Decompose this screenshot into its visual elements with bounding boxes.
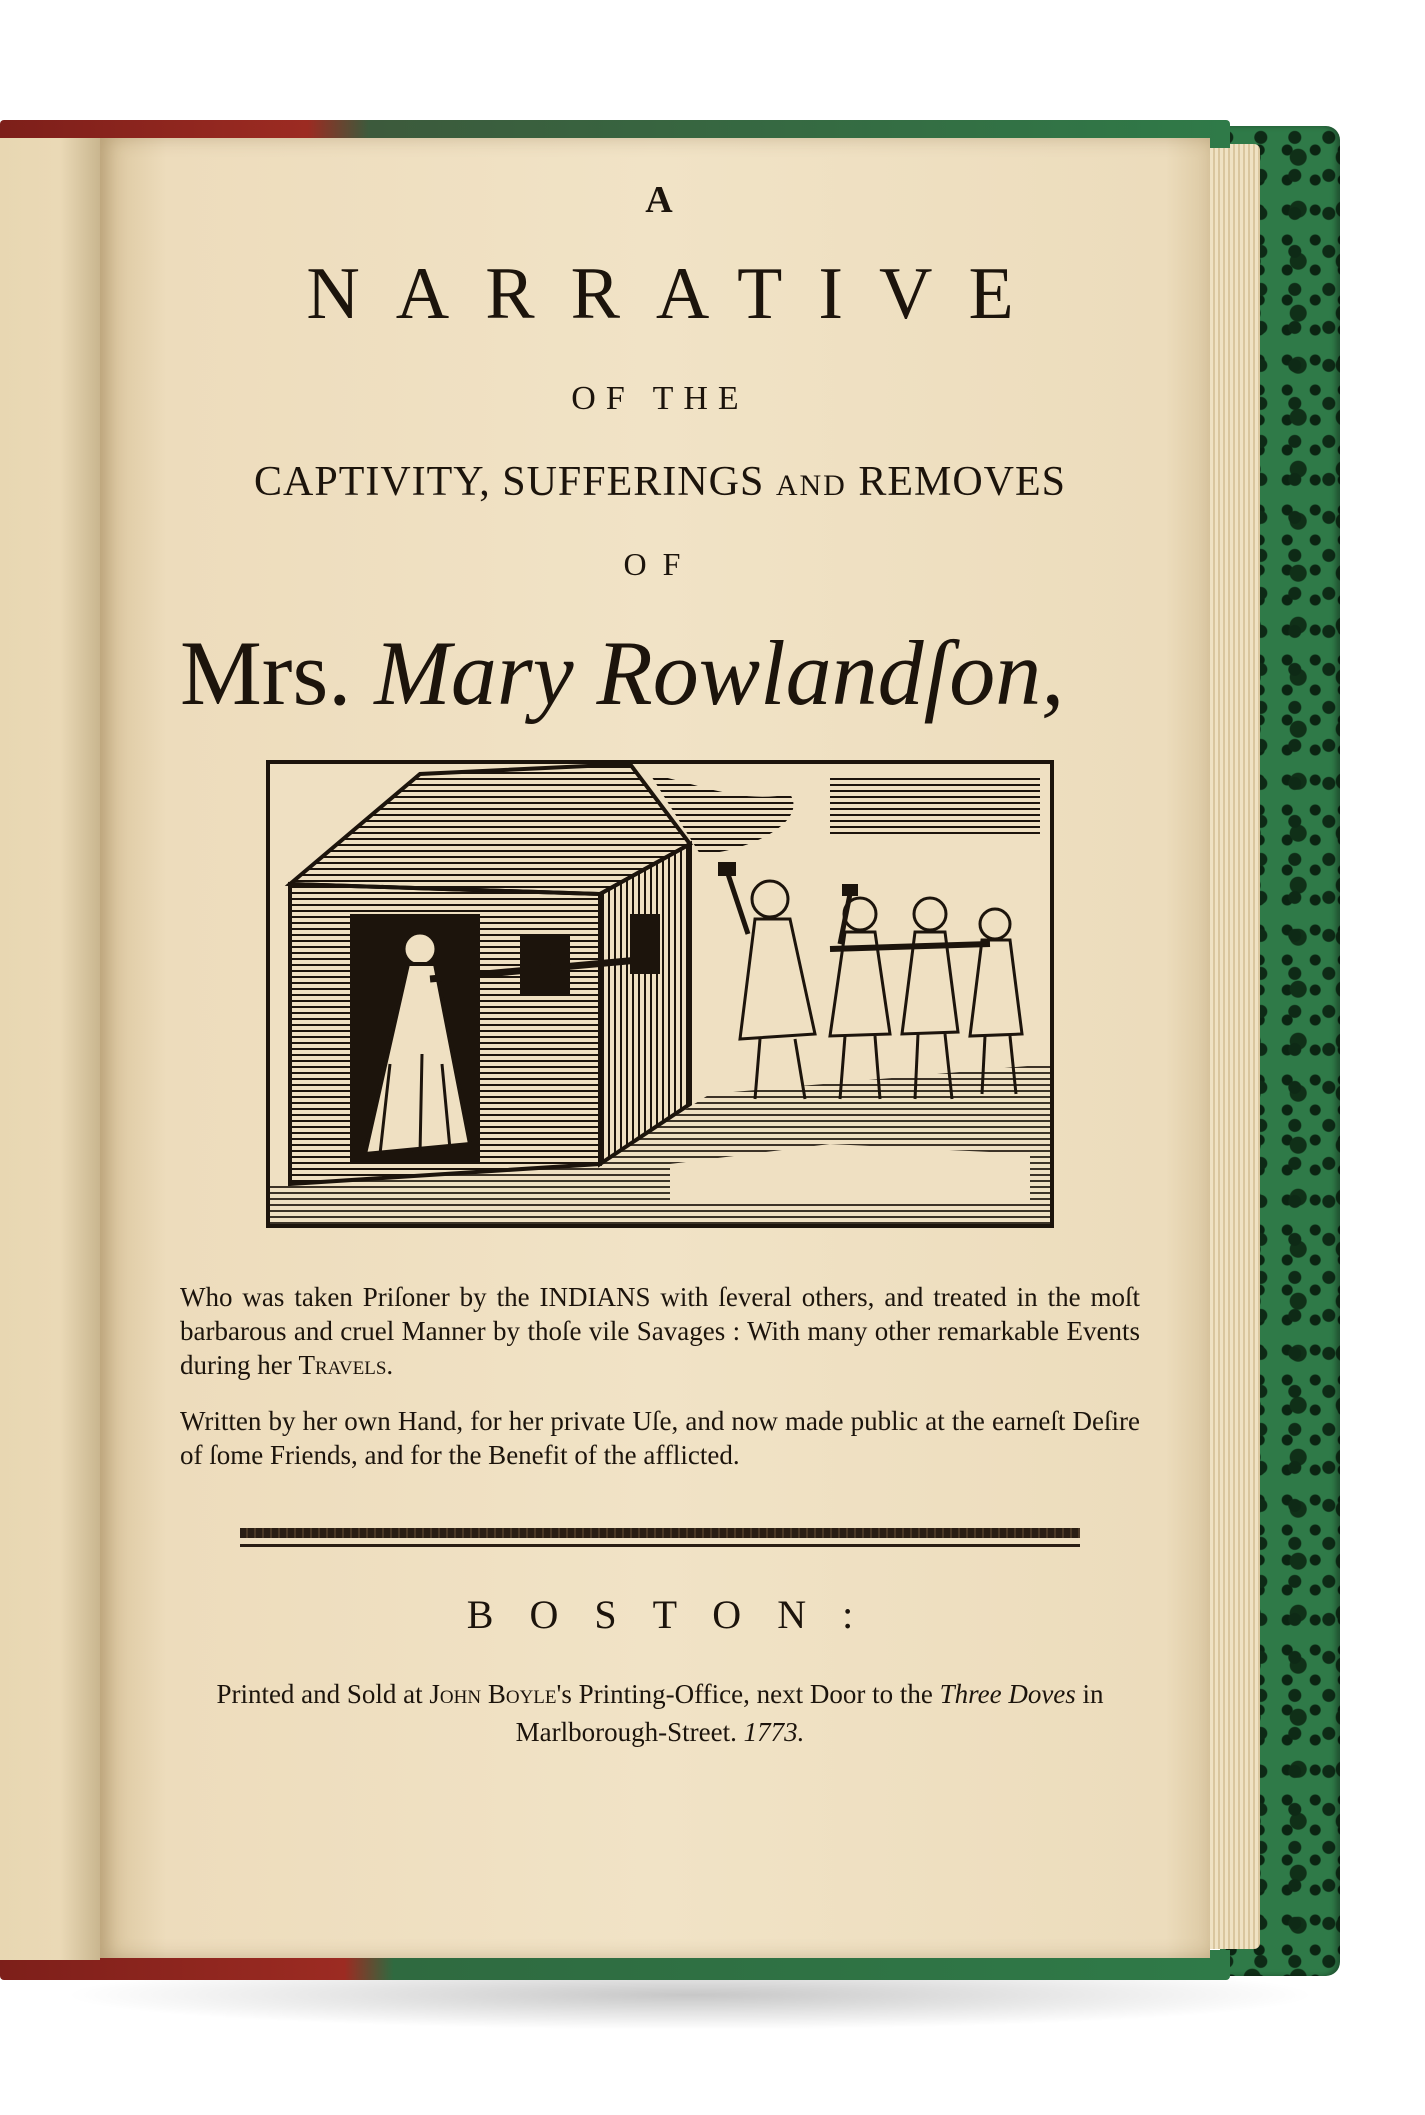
subtitle-and: AND xyxy=(775,469,847,502)
author-name-italic: Mary Rowlandſon, xyxy=(374,622,1065,724)
author-name xyxy=(180,620,1140,730)
subtitle-removes: REMOVES xyxy=(858,459,1067,505)
imprint-part1: Printed and Sold at xyxy=(216,1679,423,1709)
imprint-part3: in Marlborough-Street. xyxy=(515,1679,1104,1747)
facing-page xyxy=(0,138,100,1960)
description-text: Who was taken Priſoner by the INDIANS with ſeveral others, and treated in the moſt barbarous and cruel Manner by thoſe vile Savages : With many other remarkable Events during her xyxy=(180,1282,1140,1380)
imprint-place: BOSTON: xyxy=(466,1592,890,1637)
title-of-the: OF THE xyxy=(571,380,749,417)
title-main: NARRATIVE xyxy=(306,253,1050,335)
woodcut-image xyxy=(270,764,1050,1224)
woodcut-illustration xyxy=(266,760,1054,1228)
description-travels: Travels. xyxy=(298,1350,394,1380)
book xyxy=(0,120,1340,1980)
written-paragraph: Written by her own Hand, for her private Uſe, and now made public at the earneſt Deſire of ſome Friends, and for the Benefit of the afflicted. xyxy=(180,1406,1140,1470)
title-article: A xyxy=(645,179,675,221)
author-prefix: Mrs. xyxy=(180,622,352,724)
imprint-year: 1773. xyxy=(743,1717,805,1747)
imprint-printer: John Boyle xyxy=(429,1679,557,1709)
imprint-text xyxy=(180,1675,1140,1751)
subtitle xyxy=(180,458,1140,512)
imprint-part2: 's Printing-Office, next Door to the xyxy=(556,1679,933,1709)
title-page-content xyxy=(180,178,1140,1751)
description-paragraph xyxy=(180,1280,1140,1382)
divider-thin xyxy=(240,1544,1080,1547)
title-of: OF xyxy=(623,546,697,582)
subtitle-captivity: CAPTIVITY, SUFFERINGS xyxy=(253,459,765,505)
imprint-sign: Three Doves xyxy=(939,1679,1076,1709)
divider-thick xyxy=(240,1528,1080,1538)
title-page xyxy=(100,138,1210,1958)
